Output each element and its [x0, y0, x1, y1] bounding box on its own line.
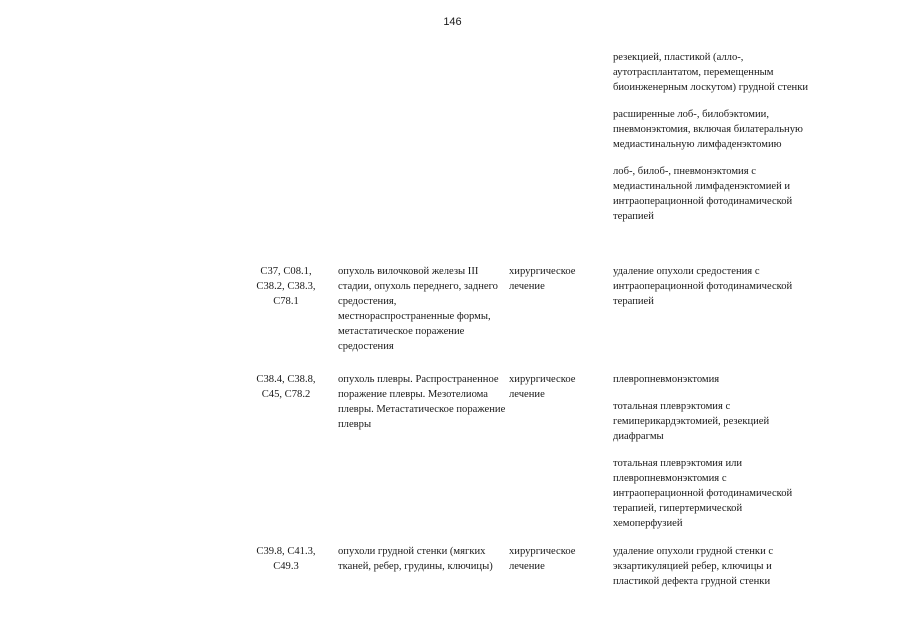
table-row [0, 50, 905, 264]
method-item: удаление опухоли средостения с интраоперационной фотодинамической терапией [613, 266, 793, 307]
treatment-type-cell: хирургическое лечение [509, 266, 576, 292]
method-item: резекцией, пластикой (алло-, аутотрасплантатом, перемещенным биоинженерным лоскутом) грудной стенки [613, 52, 809, 93]
method-item: расширенные лоб-, билобэктомии, пневмонэктомия, включая билатеральную медиастинальную лимфаденэктомию [613, 109, 803, 150]
diagnosis-cell: опухоль плевры. Распространенное поражение плевры. Мезотелиома плевры. Метастатическое поражение плевры [338, 374, 506, 430]
table-row [0, 264, 905, 372]
table-row [0, 372, 905, 544]
table-row [0, 544, 905, 604]
methods-cell [613, 372, 809, 531]
method-item: лоб-, билоб-, пневмонэктомия с медиастинальной лимфаденэктомией и интраоперационной фотодинамической терапией [613, 166, 793, 222]
method-item: удаление опухоли грудной стенки с экзартикуляцией ребер, ключицы и пластикой дефекта грудной стенки [613, 546, 774, 587]
icd-codes-cell: C39.8, C41.3, C49.3 [256, 546, 316, 572]
methods-cell [613, 50, 809, 224]
icd-codes-cell: C37, C08.1, C38.2, C38.3, C78.1 [256, 266, 316, 307]
methods-cell [613, 264, 809, 309]
diagnosis-cell: опухоль вилочковой железы III стадии, опухоль переднего, заднего средостения, местнораспространенные формы, метастатическое поражение средостения [338, 266, 498, 352]
diagnosis-cell: опухоли грудной стенки (мягких тканей, ребер, грудины, ключицы) [338, 546, 493, 572]
method-item: тотальная плеврэктомия с гемиперикардэктомией, резекцией диафрагмы [613, 401, 770, 442]
methods-cell [613, 544, 809, 589]
treatment-table [0, 50, 905, 604]
icd-codes-cell: C38.4, C38.8, C45, C78.2 [256, 374, 316, 400]
treatment-type-cell: хирургическое лечение [509, 374, 576, 400]
page-number: 146 [443, 16, 462, 28]
method-item: плевропневмонэктомия [613, 374, 720, 385]
method-item: тотальная плеврэктомия или плевропневмонэктомия с интраоперационной фотодинамической терапией, гипертермической хемоперфузией [613, 458, 793, 529]
treatment-type-cell: хирургическое лечение [509, 546, 576, 572]
